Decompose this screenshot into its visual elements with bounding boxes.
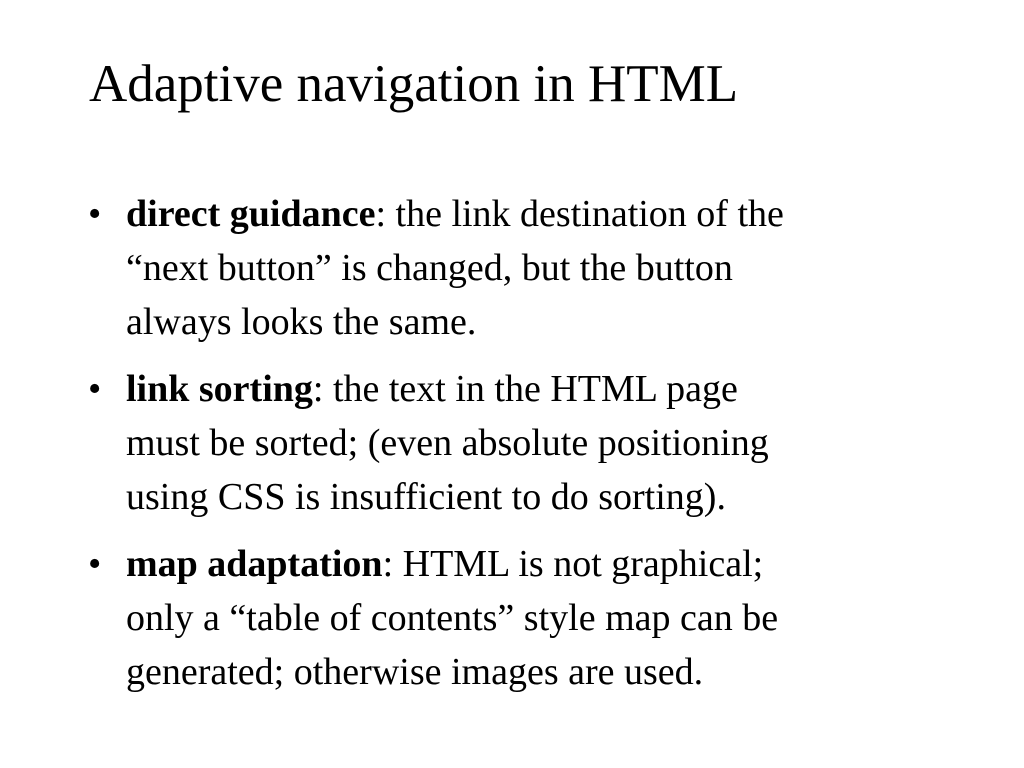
bullet-term: direct guidance: [126, 193, 376, 235]
bullet-separator: :: [375, 193, 387, 235]
bullet-separator: :: [312, 368, 324, 410]
bullet-line: “next button” is changed, but the button: [126, 247, 733, 289]
bullet-line: using CSS is insufficient to do sorting).: [126, 476, 726, 518]
bullet-term: map adaptation: [126, 543, 383, 585]
bullet-line: [126, 362, 926, 416]
bullet-line: must be sorted; (even absolute positioning: [126, 422, 769, 464]
bullet-line-text: HTML is not graphical;: [393, 543, 764, 585]
bullet-marker: •: [88, 193, 102, 235]
bullet-line-text: the text in the HTML page: [323, 368, 738, 410]
bullet-line: [126, 187, 926, 241]
bullet-text: [126, 537, 926, 699]
bullet-line: [126, 537, 926, 591]
bullet-line: always looks the same.: [126, 301, 477, 343]
bullet-marker: •: [88, 368, 102, 410]
bullet-line: only a “table of contents” style map can be: [126, 597, 779, 639]
slide-title: Adaptive navigation in HTML: [89, 55, 739, 113]
bullet-marker: •: [88, 543, 102, 585]
bullet-term: link sorting: [126, 368, 313, 410]
bullet-line-text: the link destination of the: [386, 193, 784, 235]
bullet-line: generated; otherwise images are used.: [126, 651, 704, 693]
bullet-separator: :: [382, 543, 394, 585]
bullet-text: [126, 362, 926, 524]
bullet-text: [126, 187, 926, 349]
